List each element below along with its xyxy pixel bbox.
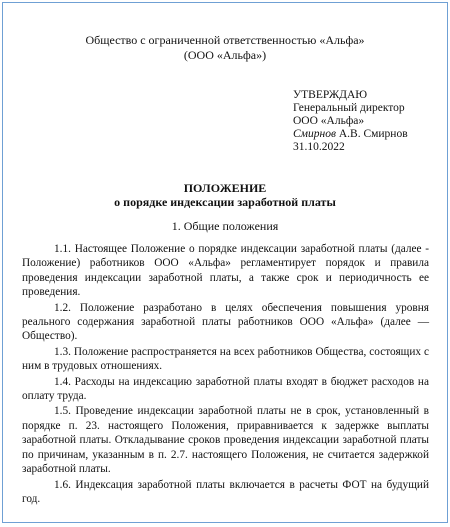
document-title-main: ПОЛОЖЕНИЕ <box>183 181 267 195</box>
document-title <box>3 181 447 209</box>
document-title-subject: о порядке индексации заработной платы <box>114 195 336 209</box>
organization-name: Общество с ограниченной ответственностью «Альфа» <box>85 33 365 47</box>
approval-date: 31.10.2022 <box>293 141 345 153</box>
approver-name: А.В. Смирнов <box>338 128 408 140</box>
paragraph-1-3: 1.3. Положение распространяется на всех работников Общества, состоящих с ним в трудовых отношениях. <box>22 345 429 373</box>
paragraph-1-1: 1.1. Настоящее Положение о порядке индексации заработной платы (далее - Положение) работников ООО «Альфа» регламентирует порядок и правила проведения индексации заработной платы, а также срок и периодичность ее проведения. <box>22 243 429 299</box>
approver-signature: Смирнов <box>293 128 336 140</box>
approval-block <box>293 89 408 154</box>
organization-header <box>3 33 447 63</box>
approver-position: Генеральный директор <box>293 102 405 114</box>
paragraph-1-2: 1.2. Положение разработано в целях обеспечения повышения уровня реального содержания заработной платы работников ООО «Альфа» (далее — Общество). <box>22 301 429 343</box>
organization-short-name: (ООО «Альфа») <box>183 48 267 62</box>
document-body <box>22 242 429 507</box>
document-page <box>2 2 448 523</box>
approver-signature-line <box>293 128 408 141</box>
approver-organization: ООО «Альфа» <box>293 115 365 127</box>
paragraph-1-6: 1.6. Индексация заработной платы включается в расчеты ФОТ на будущий год. <box>22 478 429 505</box>
section-heading: 1. Общие положения <box>171 219 279 233</box>
paragraph-1-5: 1.5. Проведение индексации заработной платы не в срок, установленный в порядке п. 23. настоящего Положения, приравнивается к задержке выплаты заработной платы. Откладывание сроков проведения индексации заработной платы по причинам, указанным в п. 2.7. настоящего Положения, не считается задержкой заработной платы. <box>22 405 429 476</box>
paragraph-1-4: 1.4. Расходы на индексацию заработной платы входят в бюджет расходов на оплату труда. <box>22 375 429 403</box>
approval-stamp: УТВЕРЖДАЮ <box>293 89 368 101</box>
